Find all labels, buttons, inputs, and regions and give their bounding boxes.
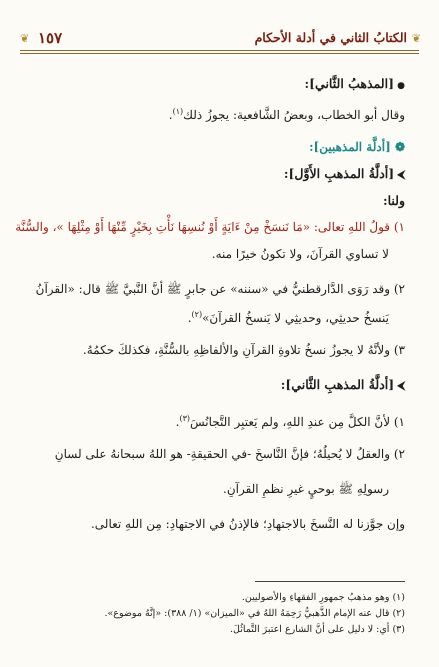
evidence-3: ٣) ولأنَّهُ لا يجوزُ نسخُ تلاوةِ القرآنِ والألفاظِهِ بالسُّنَّةِ، فكذلكَ حكمُهُ. [82, 343, 405, 357]
page-number: ١٥٧ [38, 29, 63, 47]
header-ornament-left: ❦ [20, 32, 30, 45]
arrow-icon: ⮜ [397, 168, 405, 181]
footnote-ref-3[interactable]: (٣) [179, 414, 190, 423]
evidence-2-line-2: يَنسخُ حديثِي، وحديثِي لا يَنسخُ القرآنَ»$^{(٢)}$. [187, 310, 389, 325]
footnote-3: (٣) أي: لا دليل على أنَّ الشارع اعتبرَ التَّماثُلَ. [229, 624, 405, 635]
heading-first-school-evidence: ⮜[أدلَّةُ المذهبِ الأَوَّل]: [283, 166, 405, 181]
header-rule-thin [20, 53, 419, 54]
evidence-1-line-1: ١) قولُ اللهِ تعالى: «مَا نَنسَخْ مِنْ ءَايَةٍ أَوْ نُنسِهَا نَأْتِ بِخَيْرٍ مِّنْهَا أَوْ مِثْلِهَا »، والسُّنَّة [15, 220, 405, 234]
heading-second-school: ● [المذهبُ الثَّاني]: [304, 76, 405, 91]
footnote-ref-1[interactable]: (١) [172, 107, 184, 116]
section-evidence-both: ❁ [أدلَّة المذهبين]: [309, 140, 405, 154]
footnote-ref-2[interactable]: (٢) [191, 310, 203, 319]
footnote-1: (١) وهو مذهبُ جمهورِ الفقهاءِ والأصوليين. [241, 592, 405, 603]
second-evidence-1: ١) لأنَّ الكلَّ مِن عندِ اللهِ، ولم يَعتبِر التَّجانُسَ$^{(٣)}$. [175, 414, 405, 429]
evidence-2-line-1: ٢) وقد رَوَى الدَّارقطنيُّ في «سننه» عن جابرٍ ﷺ أنَّ النَّبيَّ ﷺ قال: «القرآنُ [35, 282, 405, 296]
arrow-icon: ⮜ [397, 379, 405, 392]
second-evidence-2-line-2: رسولِهِ ﷺ بوحيٍ غيرِ نظمِ القرآنِ. [223, 482, 389, 496]
running-title: الكتابُ الثاني في أدلة الأحكام [254, 30, 407, 45]
header-rule [20, 50, 419, 51]
bullet-icon: ● [394, 81, 405, 91]
page-header [20, 28, 419, 50]
flower-icon: ❁ [390, 140, 405, 154]
label-wa-lana: ولنا: [382, 193, 405, 208]
footnote-2: (٢) قال عنه الإمام الذَّهبيُّ رَحِمَهُ اللهُ في «الميزان» (١/ ٣٨٨): «إنَّهُ موضوع». [104, 608, 405, 619]
evidence-1-line-2: لا تساوي القرآنَ، ولا تكونُ خيرًا منه. [211, 247, 389, 261]
footnote-separator [255, 581, 405, 582]
header-ornament-right: ❦ [411, 32, 421, 45]
paragraph-abu-khattab: وقال أبو الخطاب، وبعضُ الشَّافعية: يجوزُ ذلك$^{(١)}$. [168, 107, 405, 122]
closing-paragraph: وإن جوَّزنا له النَّسخَ بالاجتهادِ؛ فالإذنُ في الاجتهادِ: مِن اللهِ تعالى. [90, 517, 405, 531]
second-evidence-2-line-1: ٢) والعقلُ لا يُحيلُهُ؛ فإنَّ النَّاسخَ -في الحقيقةِ- هو اللهُ سبحانهُ على لسانِ [54, 447, 405, 461]
heading-second-school-evidence: ⮜[أدلَّةُ المذهبِ الثَّاني]: [280, 377, 405, 392]
